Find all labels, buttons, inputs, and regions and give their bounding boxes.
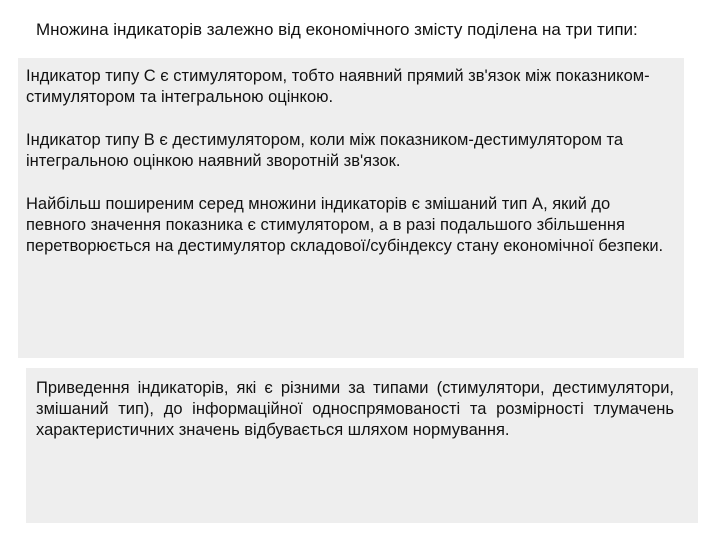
indicator-type-a-text: Найбільш поширеним серед множини індикаторів є змішаний тип А, який до певного значення показника є стимулятором, а в разі подальшого збільшення перетворюється на дестимулятор складової/субіндексу стану економічної безпеки. (26, 195, 664, 255)
normalization-note-text: Приведення індикаторів, які є різними за типами (стимулятори, дестимулятори, змішаний тип), до інформаційної односпрямованості та розмірності тлумачень характеристичних значень відбувається шляхом нормування. (36, 379, 674, 439)
indicator-types-panel (18, 58, 684, 358)
slide-heading: Множина індикаторів залежно від економічного змісту поділена на три типи: (36, 20, 638, 39)
indicator-type-b-text: Індикатор типу В є дестимулятором, коли між показником-дестимулятором та інтегральною оцінкою наявний зворотній зв'язок. (26, 131, 624, 170)
indicator-type-c-text: Індикатор типу С є стимулятором, тобто наявний прямий зв'язок між показником-стимулятором та інтегральною оцінкою. (26, 67, 650, 106)
normalization-note-panel (26, 368, 698, 523)
